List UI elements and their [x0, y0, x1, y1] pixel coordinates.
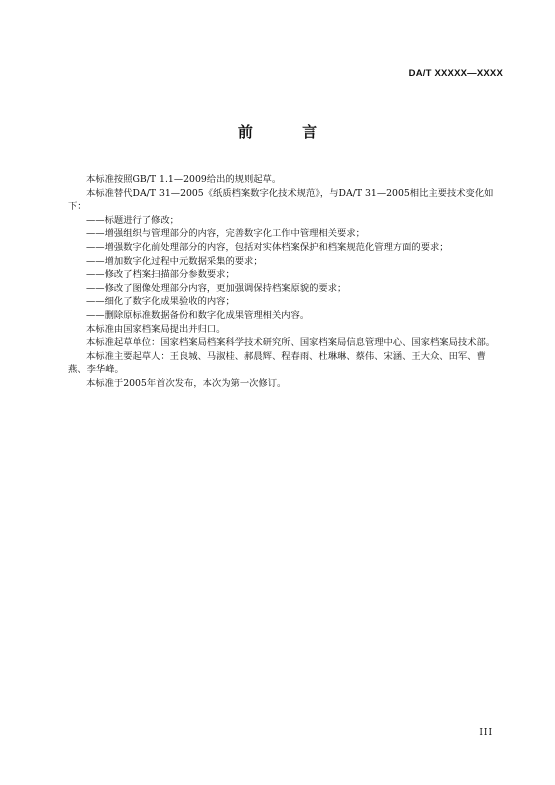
foreword-body [68, 173, 498, 391]
change-item-metadata: ——增加数字化过程中元数据采集的要求； [86, 255, 263, 267]
paragraph-replacement-line1: 本标准替代DA/T 31—2005《纸质档案数字化技术规范》，与DA/T 31—2005相比主要技术变化如 [86, 187, 494, 199]
change-item-backup-removed: ——删除原标准数据备份和数字化成果管理相关内容。 [86, 309, 310, 321]
page-title: 前 言 [237, 123, 340, 141]
paragraph-drafters-line1: 本标准主要起草人：王良城、马淑桂、郝晨辉、程春雨、杜琳琳、蔡伟、宋涵、王大众、田军、曹 [86, 350, 486, 362]
paragraph-drafting-rules: 本标准按照GB/T 1.1—2009给出的规则起草。 [86, 174, 282, 185]
page-number: III [479, 728, 493, 738]
change-item-preprocessing: ——增强数字化前处理部分的内容，包括对实体档案保护和档案规范化管理方面的要求； [86, 241, 449, 253]
paragraph-replacement-line2: 下： [68, 201, 87, 213]
change-item-title: ——标题进行了修改； [86, 214, 179, 226]
change-item-scanning: ——修改了档案扫描部分参数要求； [86, 269, 235, 281]
change-item-image-processing: ——修改了图像处理部分内容，更加强调保持档案原貌的要求； [86, 282, 347, 294]
paragraph-drafters-line2: 燕、李华峰。 [68, 364, 124, 376]
paragraph-publication-history: 本标准于2005年首次发布，本次为第一次修订。 [86, 377, 287, 389]
paragraph-proposer: 本标准由国家档案局提出并归口。 [86, 323, 226, 335]
change-item-acceptance: ——细化了数字化成果验收的内容； [86, 296, 235, 308]
document-code: DA/T XXXXX—XXXX [408, 68, 503, 79]
paragraph-drafting-units: 本标准起草单位：国家档案局档案科学技术研究所、国家档案局信息管理中心、国家档案局技术部。 [86, 337, 496, 349]
change-item-organization: ——增强组织与管理部分的内容，完善数字化工作中管理相关要求； [86, 228, 365, 240]
